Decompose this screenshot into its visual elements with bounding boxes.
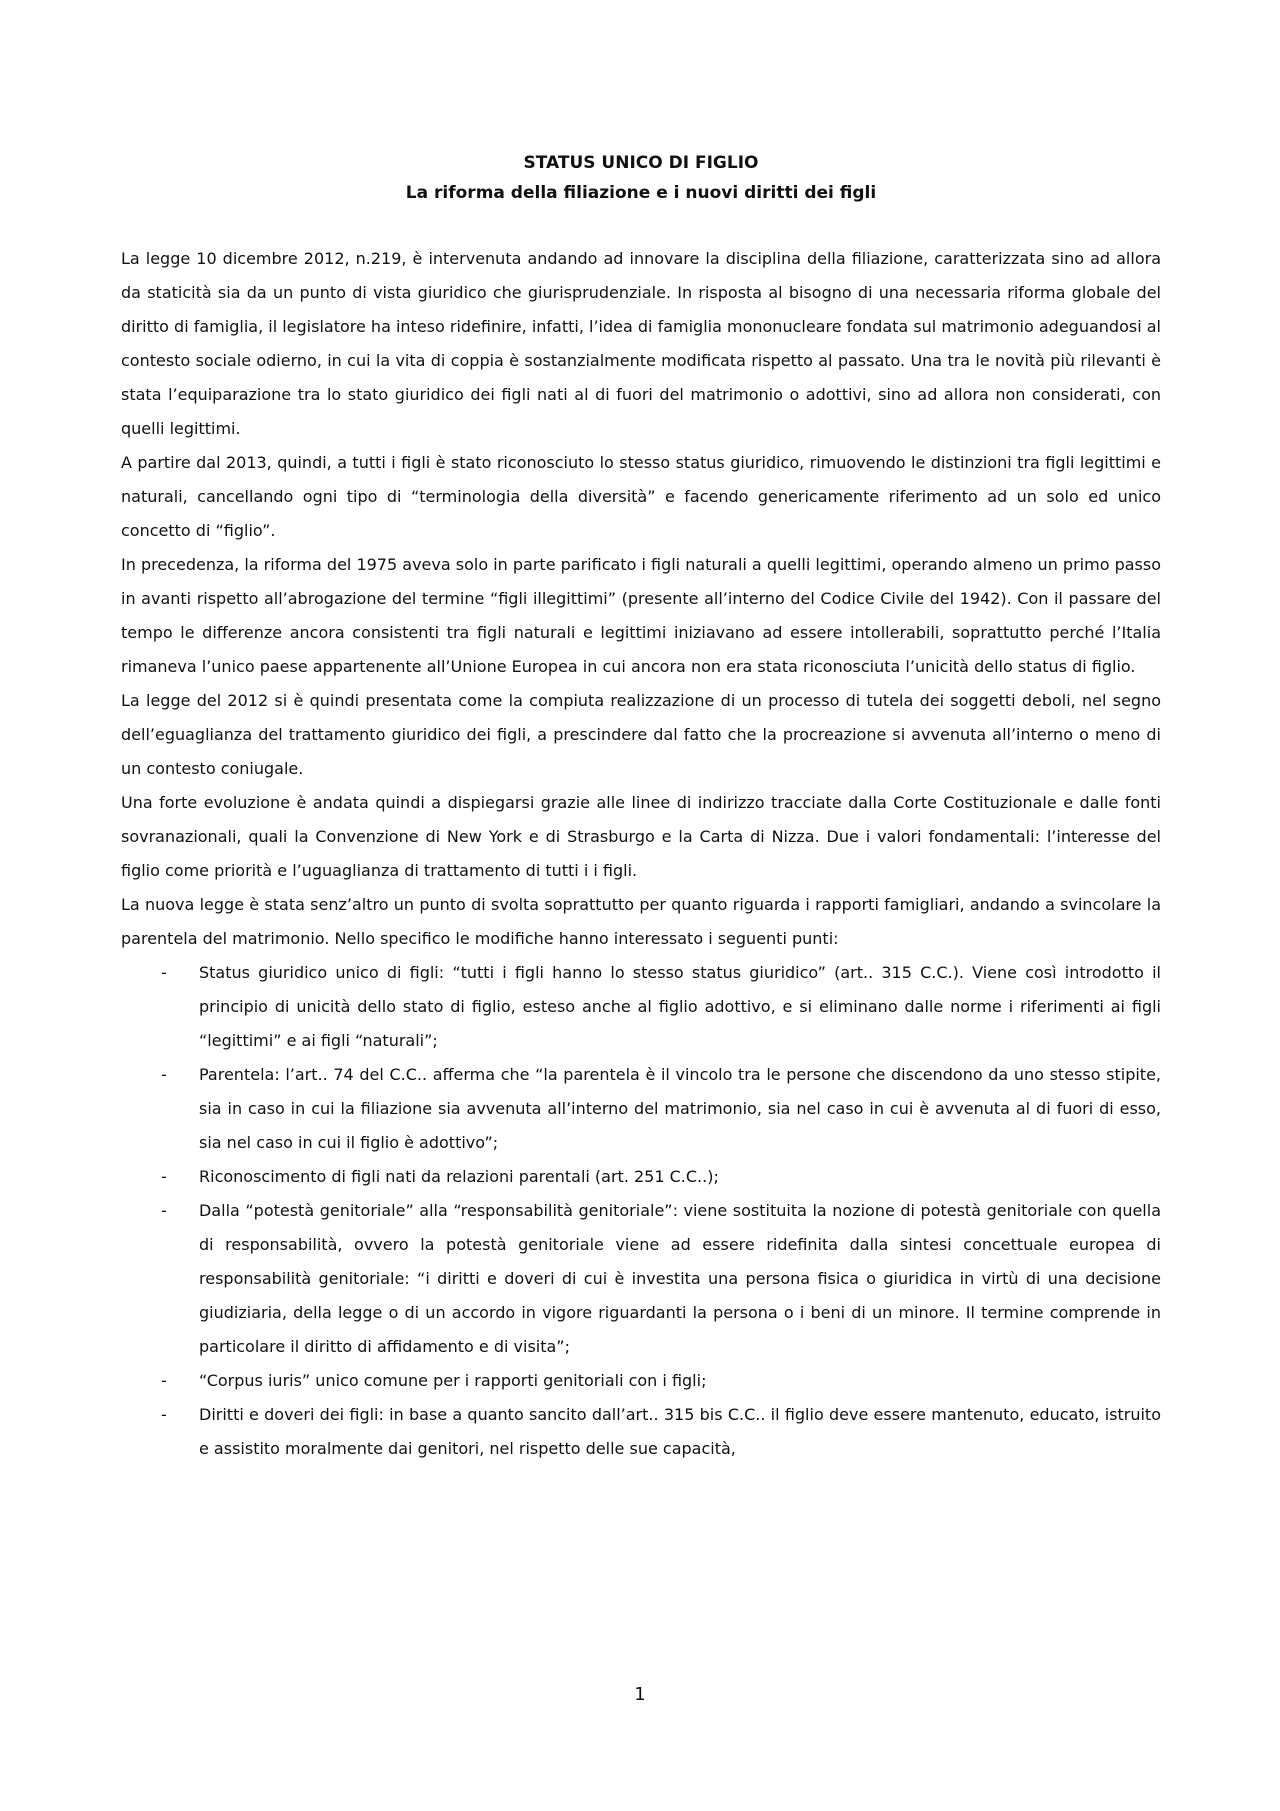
list-item — [121, 1398, 1161, 1466]
document-page — [121, 148, 1161, 1466]
list-item-text: “Corpus iuris” unico comune per i rapporti genitoriali con i figli; — [199, 1371, 707, 1390]
list-item — [121, 1364, 1161, 1398]
bullet-dash: - — [161, 1371, 167, 1390]
bullet-dash: - — [161, 1167, 167, 1186]
list-item — [121, 1160, 1161, 1194]
paragraph-2013: A partire dal 2013, quindi, a tutti i figli è stato riconosciuto lo stesso status giuridico, rimuovendo le distinzioni tra figli legittimi e naturali, cancellando ogni tipo di “terminologia della diversità” e facendo genericamente riferimento ad un solo ed unico concetto di “figlio”. — [121, 453, 1161, 540]
paragraph-nuova-legge: La nuova legge è stata senz’altro un punto di svolta soprattutto per quanto riguarda i rapporti famigliari, andando a svincolare la parentela del matrimonio. Nello specifico le modifiche hanno interessato i seguenti punti: — [121, 895, 1161, 948]
list-item — [121, 1194, 1161, 1364]
list-item — [121, 1058, 1161, 1160]
paragraph-intro: La legge 10 dicembre 2012, n.219, è intervenuta andando ad innovare la disciplina della filiazione, caratterizzata sino ad allora da staticità sia da un punto di vista giuridico che giurisprudenziale. In risposta al bisogno di una necessaria riforma globale del diritto di famiglia, il legislatore ha inteso ridefinire, infatti, l’idea di famiglia mononucleare fondata sul matrimonio adeguandosi al contesto sociale odierno, in cui la vita di coppia è sostanzialmente modificata rispetto al passato. Una tra le novità più rilevanti è stata l’equiparazione tra lo stato giuridico dei figli nati al di fuori del matrimonio o adottivi, sino ad allora non considerati, con quelli legittimi. — [121, 249, 1161, 438]
list-item-text: Parentela: l’art.. 74 del C.C.. afferma che “la parentela è il vincolo tra le persone che discendono da uno stesso stipite, sia in caso in cui la filiazione sia avvenuta all’interno del matrimonio, sia nel caso in cui è avvenuta al di fuori di esso, sia nel caso in cui il figlio è adottivo”; — [199, 1065, 1161, 1152]
list-item-text: Diritti e doveri dei figli: in base a quanto sancito dall’art.. 315 bis C.C.. il figlio deve essere mantenuto, educato, istruito e assistito moralmente dai genitori, nel rispetto delle sue capacità, — [199, 1405, 1161, 1458]
paragraph-evoluzione: Una forte evoluzione è andata quindi a dispiegarsi grazie alle linee di indirizzo tracciate dalla Corte Costituzionale e dalle fonti sovranazionali, quali la Convenzione di New York e di Strasburgo e la Carta di Nizza. Due i valori fondamentali: l’interesse del figlio come priorità e l’uguaglianza di trattamento di tutti i i figli. — [121, 793, 1161, 880]
bullet-dash: - — [161, 1065, 167, 1084]
list-item-text: Riconoscimento di figli nati da relazioni parentali (art. 251 C.C..); — [199, 1167, 719, 1186]
bullet-dash: - — [161, 1201, 167, 1220]
list-item-text: Dalla “potestà genitoriale” alla “responsabilità genitoriale”: viene sostituita la nozione di potestà genitoriale con quella di responsabilità, ovvero la potestà genitoriale viene ad essere ridefinita dalla sintesi concettuale europea di responsabilità genitoriale: “i diritti e doveri di cui è investita una persona fisica o giuridica in virtù di una decisione giudiziaria, della legge o di un accordo in vigore riguardanti la persona o i beni di un minore. Il termine comprende in particolare il diritto di affidamento e di visita”; — [199, 1201, 1161, 1356]
bullet-dash: - — [161, 963, 167, 982]
document-title: STATUS UNICO DI FIGLIO — [523, 153, 759, 173]
list-item — [121, 956, 1161, 1058]
bullet-dash: - — [161, 1405, 167, 1424]
modifiche-list — [121, 956, 1161, 1466]
document-subtitle: La riforma della filiazione e i nuovi diritti dei figli — [405, 183, 877, 203]
paragraph-1975: In precedenza, la riforma del 1975 aveva solo in parte parificato i figli naturali a quelli legittimi, operando almeno un primo passo in avanti rispetto all’abrogazione del termine “figli illegittimi” (presente all’interno del Codice Civile del 1942). Con il passare del tempo le differenze ancora consistenti tra figli naturali e legittimi iniziavano ad essere intollerabili, soprattutto perché l’Italia rimaneva l’unico paese appartenente all’Unione Europea in cui ancora non era stata riconosciuta l’unicità dello status di figlio. — [121, 555, 1161, 676]
paragraph-legge-2012: La legge del 2012 si è quindi presentata come la compiuta realizzazione di un processo di tutela dei soggetti deboli, nel segno dell’eguaglianza del trattamento giuridico dei figli, a prescindere dal fatto che la procreazione si avvenuta all’interno o meno di un contesto coniugale. — [121, 691, 1161, 778]
list-item-text: Status giuridico unico di figli: “tutti i figli hanno lo stesso status giuridico” (art.. 315 C.C.). Viene così introdotto il principio di unicità dello stato di figlio, esteso anche al figlio adottivo, e si eliminano dalle norme i riferimenti ai figli “legittimi” e ai figli “naturali”; — [199, 963, 1161, 1050]
page-number: 1 — [634, 1684, 646, 1705]
